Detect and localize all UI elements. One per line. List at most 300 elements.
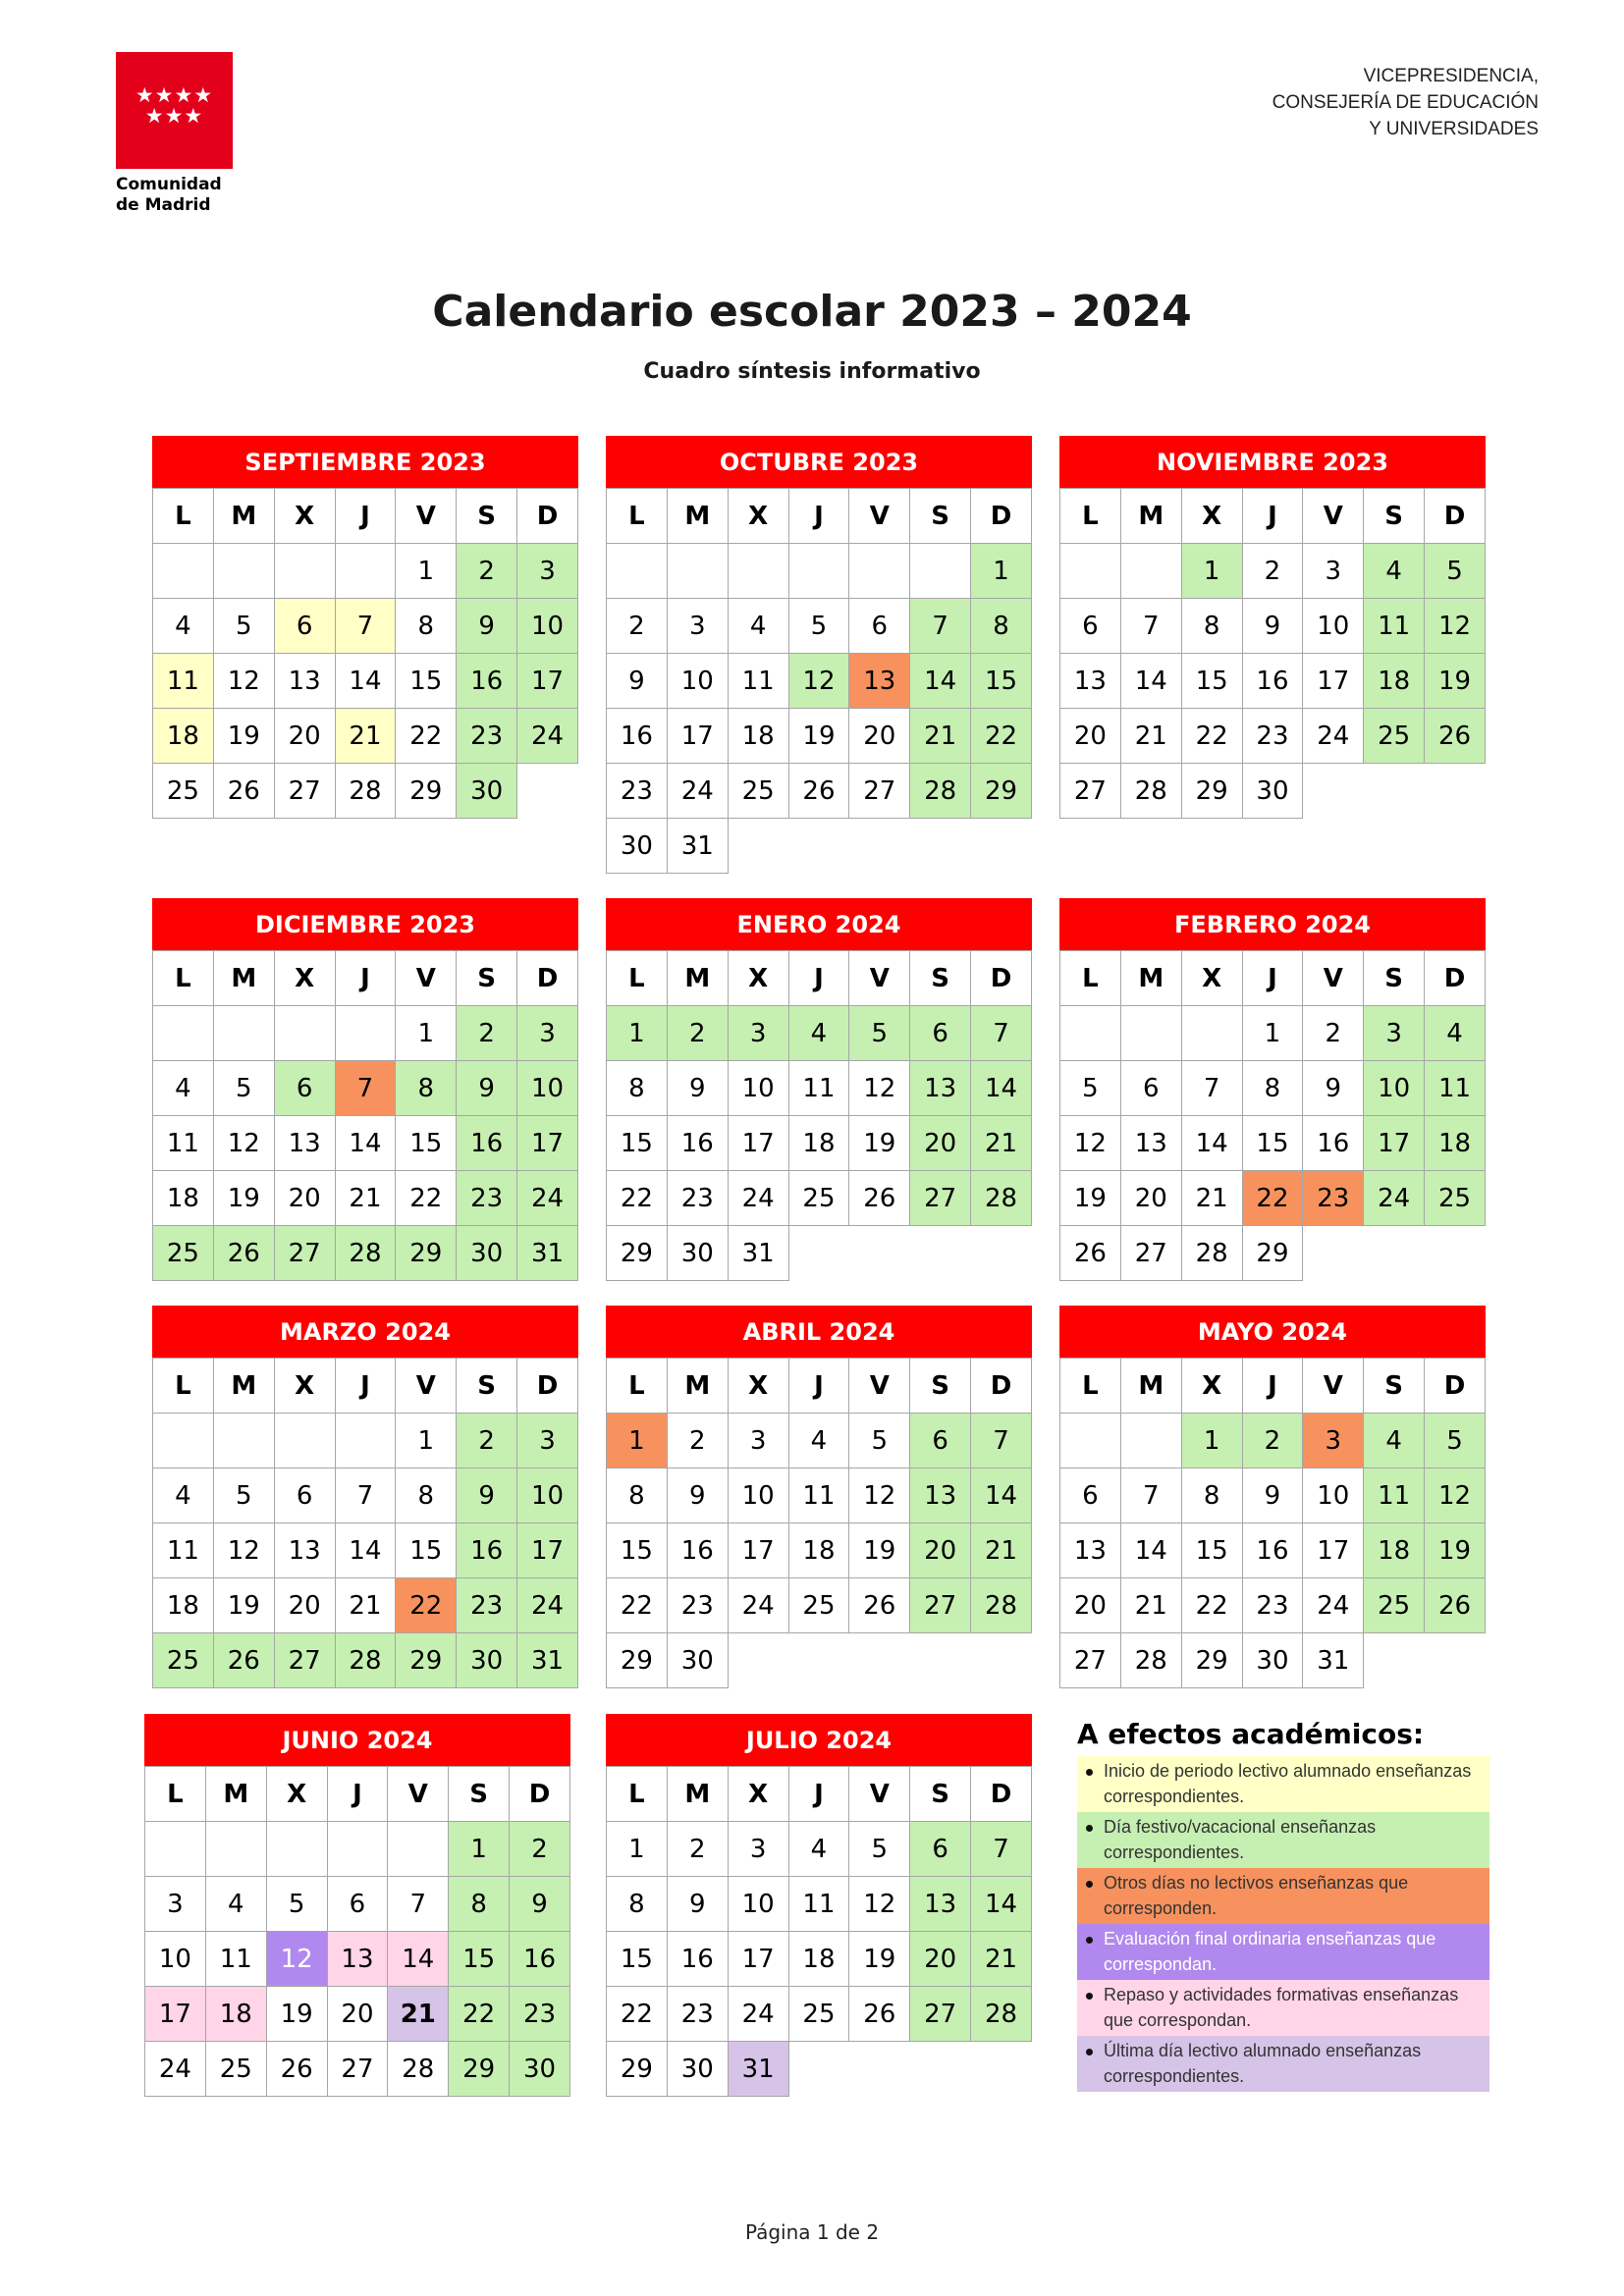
day-cell: 9 [457,1061,517,1116]
week-row [153,1523,578,1578]
week-row [1060,1578,1486,1633]
day-cell: 16 [457,654,517,709]
day-cell: 21 [1181,1171,1242,1226]
day-cell: 12 [1425,1468,1486,1523]
empty-cell [388,1822,449,1877]
day-cell: 11 [728,654,788,709]
empty-cell [274,544,335,599]
day-cell: 28 [1120,1633,1181,1688]
empty-cell [971,1633,1032,1688]
day-cell: 1 [396,544,457,599]
week-row [607,819,1032,874]
day-cell: 3 [1364,1006,1425,1061]
day-cell: 30 [1242,764,1303,819]
day-cell: 21 [335,1171,396,1226]
day-cell: 5 [1060,1061,1121,1116]
weekday-header: X [274,951,335,1006]
day-cell: 2 [1242,544,1303,599]
day-cell: 7 [1120,599,1181,654]
day-cell: 16 [667,1523,728,1578]
day-cell: 21 [971,1116,1032,1171]
empty-cell [205,1822,266,1877]
day-cell: 7 [1181,1061,1242,1116]
day-cell: 9 [457,599,517,654]
weekday-header: X [1181,951,1242,1006]
day-cell: 1 [396,1414,457,1468]
weekday-header: M [667,1359,728,1414]
weekday-header: V [396,1359,457,1414]
weekday-header: J [1242,951,1303,1006]
day-cell: 7 [335,599,396,654]
empty-cell [728,819,788,874]
week-row [607,1171,1032,1226]
week-row [1060,1226,1486,1281]
day-cell: 30 [667,2042,728,2097]
weekday-header: D [1425,1359,1486,1414]
weekday-header: D [971,1767,1032,1822]
weekday-header: L [607,489,668,544]
day-cell: 10 [145,1932,206,1987]
day-cell: 31 [728,2042,788,2097]
day-cell: 26 [213,1633,274,1688]
day-cell: 14 [971,1877,1032,1932]
week-row [1060,599,1486,654]
week-row [607,1116,1032,1171]
month-may-2024 [1059,1306,1486,1688]
week-row [145,1822,570,1877]
day-cell: 26 [213,1226,274,1281]
day-cell: 3 [728,1006,788,1061]
day-cell: 4 [1425,1006,1486,1061]
day-cell: 20 [1060,709,1121,764]
empty-cell [1181,1006,1242,1061]
day-cell: 29 [971,764,1032,819]
day-cell: 26 [1060,1226,1121,1281]
day-cell: 8 [607,1877,668,1932]
day-cell: 1 [607,1006,668,1061]
day-cell: 21 [910,709,971,764]
day-cell: 11 [788,1061,849,1116]
weekday-header: L [153,951,214,1006]
empty-cell [728,1633,788,1688]
day-cell: 30 [457,1633,517,1688]
week-row [607,1061,1032,1116]
week-row [607,1987,1032,2042]
day-cell: 13 [1060,654,1121,709]
day-cell: 22 [1181,709,1242,764]
day-cell: 8 [1181,1468,1242,1523]
day-cell: 12 [849,1061,910,1116]
month-september-2023 [152,436,578,819]
day-cell: 10 [728,1061,788,1116]
week-row [1060,1414,1486,1468]
legend-item-label: Evaluación final ordinaria enseñanzas que correspondan. [1104,1929,1436,1974]
day-cell: 29 [1181,764,1242,819]
day-cell: 25 [728,764,788,819]
day-cell: 12 [266,1932,327,1987]
day-cell: 5 [849,1006,910,1061]
day-cell: 5 [213,599,274,654]
day-cell: 18 [153,709,214,764]
weekday-header: X [1181,489,1242,544]
day-cell: 27 [274,1633,335,1688]
month-june-2024 [144,1714,570,2097]
month-header: ENERO 2024 [606,898,1032,950]
weekday-header: D [971,489,1032,544]
month-header: FEBRERO 2024 [1059,898,1486,950]
day-cell: 6 [910,1414,971,1468]
weekday-header: M [667,951,728,1006]
week-row [1060,654,1486,709]
weekday-header: V [388,1767,449,1822]
day-cell: 21 [1120,709,1181,764]
day-cell: 26 [1425,1578,1486,1633]
day-cell: 15 [1181,1523,1242,1578]
empty-cell [145,1822,206,1877]
day-cell: 28 [335,764,396,819]
day-cell: 9 [1242,599,1303,654]
day-cell: 24 [517,1171,578,1226]
empty-cell [971,819,1032,874]
day-cell: 16 [607,709,668,764]
day-cell: 31 [517,1633,578,1688]
comunidad-madrid-logo [116,52,236,216]
weekday-header: M [667,489,728,544]
day-cell: 23 [457,709,517,764]
day-cell: 8 [971,599,1032,654]
empty-cell [335,544,396,599]
day-cell: 3 [728,1414,788,1468]
weekday-header: L [607,1767,668,1822]
day-cell: 21 [335,1578,396,1633]
day-cell: 2 [457,1414,517,1468]
day-cell: 29 [396,1633,457,1688]
day-cell: 16 [457,1116,517,1171]
day-cell: 17 [517,1116,578,1171]
day-cell: 24 [1364,1171,1425,1226]
weekday-header: L [145,1767,206,1822]
day-cell: 19 [213,709,274,764]
day-cell: 9 [1303,1061,1364,1116]
empty-cell [910,1633,971,1688]
day-cell: 1 [1242,1006,1303,1061]
day-cell: 13 [1120,1116,1181,1171]
day-cell: 22 [971,709,1032,764]
month-april-2024 [606,1306,1032,1688]
month-grid [152,488,578,819]
empty-cell [1060,1006,1121,1061]
empty-cell [971,2042,1032,2097]
day-cell: 23 [457,1171,517,1226]
week-row [607,654,1032,709]
day-cell: 14 [388,1932,449,1987]
day-cell: 27 [1060,1633,1121,1688]
day-cell: 17 [517,654,578,709]
day-cell: 29 [1242,1226,1303,1281]
day-cell: 7 [335,1061,396,1116]
legend-item [1077,1756,1489,1812]
madrid-flag-icon: ★★★★ ★★★ [116,52,233,169]
day-cell: 15 [396,1116,457,1171]
day-cell: 28 [388,2042,449,2097]
empty-cell [849,819,910,874]
week-row [153,1578,578,1633]
day-cell: 17 [728,1523,788,1578]
day-cell: 24 [728,1171,788,1226]
day-cell: 8 [607,1061,668,1116]
weekday-header: M [1120,951,1181,1006]
empty-cell [849,2042,910,2097]
weekday-header: D [510,1767,570,1822]
weekday-header: V [396,951,457,1006]
empty-cell [274,1006,335,1061]
day-cell: 28 [971,1987,1032,2042]
weekday-header: L [1060,951,1121,1006]
day-cell: 4 [788,1822,849,1877]
day-cell: 7 [971,1822,1032,1877]
week-row [153,1116,578,1171]
day-cell: 2 [510,1822,570,1877]
empty-cell [910,544,971,599]
day-cell: 22 [449,1987,510,2042]
day-cell: 30 [1242,1633,1303,1688]
legend-item [1077,1980,1489,2036]
weekday-header: X [274,1359,335,1414]
weekday-header: X [728,951,788,1006]
day-cell: 17 [728,1932,788,1987]
week-row [607,1468,1032,1523]
weekday-header: V [1303,489,1364,544]
day-cell: 21 [971,1523,1032,1578]
weekday-header: V [396,489,457,544]
day-cell: 7 [971,1006,1032,1061]
day-cell: 11 [1425,1061,1486,1116]
day-cell: 7 [388,1877,449,1932]
day-cell: 20 [327,1987,388,2042]
month-december-2023 [152,898,578,1281]
day-cell: 2 [667,1822,728,1877]
day-cell: 4 [788,1414,849,1468]
day-cell: 3 [517,1414,578,1468]
day-cell: 4 [205,1877,266,1932]
day-cell: 24 [517,709,578,764]
weekday-header: M [213,489,274,544]
week-row [607,2042,1032,2097]
empty-cell [788,1226,849,1281]
weekday-header: J [788,489,849,544]
day-cell: 2 [607,599,668,654]
month-header: MAYO 2024 [1059,1306,1486,1358]
day-cell: 16 [667,1116,728,1171]
day-cell: 15 [1242,1116,1303,1171]
empty-cell [517,764,578,819]
weekday-header: V [1303,1359,1364,1414]
legend-item-label: Otros días no lectivos enseñanzas que corresponden. [1104,1873,1409,1918]
day-cell: 20 [910,1116,971,1171]
day-cell: 22 [396,1578,457,1633]
day-cell: 14 [1120,1523,1181,1578]
week-row [1060,1523,1486,1578]
weekday-header: D [517,489,578,544]
month-header: JUNIO 2024 [144,1714,570,1766]
day-cell: 18 [788,1523,849,1578]
day-cell: 9 [510,1877,570,1932]
week-row [1060,1468,1486,1523]
day-cell: 17 [517,1523,578,1578]
empty-cell [1364,764,1425,819]
week-row [153,1061,578,1116]
day-cell: 24 [1303,1578,1364,1633]
day-cell: 13 [910,1877,971,1932]
day-cell: 29 [607,1633,668,1688]
month-november-2023 [1059,436,1486,819]
weekday-header: V [1303,951,1364,1006]
weekday-header: J [788,1359,849,1414]
day-cell: 24 [728,1987,788,2042]
day-cell: 22 [396,1171,457,1226]
logo-org-name: Comunidad de Madrid [116,175,222,215]
weekday-header: M [205,1767,266,1822]
day-cell: 23 [667,1987,728,2042]
day-cell: 19 [1060,1171,1121,1226]
empty-cell [971,1226,1032,1281]
day-cell: 25 [153,1226,214,1281]
week-row [153,599,578,654]
day-cell: 14 [1120,654,1181,709]
day-cell: 29 [396,1226,457,1281]
day-cell: 30 [510,2042,570,2097]
week-row [607,1578,1032,1633]
day-cell: 10 [1364,1061,1425,1116]
day-cell: 27 [327,2042,388,2097]
day-cell: 7 [335,1468,396,1523]
legend-item [1077,1812,1489,1868]
weekday-header: D [1425,489,1486,544]
empty-cell [1425,764,1486,819]
day-cell: 20 [849,709,910,764]
day-cell: 3 [517,1006,578,1061]
day-cell: 10 [1303,599,1364,654]
day-cell: 25 [153,764,214,819]
weekday-header: S [457,951,517,1006]
day-cell: 5 [213,1468,274,1523]
day-cell: 15 [449,1932,510,1987]
day-cell: 8 [396,1061,457,1116]
day-cell: 5 [1425,544,1486,599]
day-cell: 19 [266,1987,327,2042]
weekday-header: S [457,489,517,544]
empty-cell [213,1414,274,1468]
day-cell: 1 [607,1822,668,1877]
day-cell: 25 [1364,709,1425,764]
day-cell: 25 [788,1987,849,2042]
day-cell: 23 [1303,1171,1364,1226]
week-row [1060,544,1486,599]
day-cell: 24 [517,1578,578,1633]
week-row [607,709,1032,764]
day-cell: 13 [274,1523,335,1578]
day-cell: 16 [1303,1116,1364,1171]
day-cell: 30 [667,1633,728,1688]
empty-cell [1120,1414,1181,1468]
day-cell: 26 [849,1987,910,2042]
empty-cell [1303,764,1364,819]
month-grid [152,1358,578,1688]
day-cell: 24 [1303,709,1364,764]
legend-item-label: Inicio de periodo lectivo alumnado enseñanzas correspondientes. [1104,1761,1472,1806]
day-cell: 31 [1303,1633,1364,1688]
day-cell: 22 [607,1578,668,1633]
day-cell: 7 [971,1414,1032,1468]
month-header: SEPTIEMBRE 2023 [152,436,578,488]
day-cell: 12 [1060,1116,1121,1171]
day-cell: 19 [788,709,849,764]
empty-cell [153,544,214,599]
day-cell: 14 [971,1468,1032,1523]
day-cell: 6 [274,1468,335,1523]
day-cell: 12 [849,1877,910,1932]
day-cell: 30 [607,819,668,874]
weekday-header: D [517,1359,578,1414]
legend-title: A efectos académicos: [1077,1718,1425,1750]
day-cell: 10 [517,1468,578,1523]
day-cell: 6 [327,1877,388,1932]
weekday-header: J [335,951,396,1006]
empty-cell [1364,1226,1425,1281]
day-cell: 10 [728,1877,788,1932]
day-cell: 26 [213,764,274,819]
day-cell: 9 [667,1468,728,1523]
day-cell: 10 [517,599,578,654]
month-march-2024 [152,1306,578,1688]
week-row [1060,764,1486,819]
day-cell: 15 [396,1523,457,1578]
day-cell: 29 [607,1226,668,1281]
day-cell: 28 [1181,1226,1242,1281]
month-grid [606,1358,1032,1688]
day-cell: 27 [910,1171,971,1226]
day-cell: 1 [449,1822,510,1877]
day-cell: 25 [788,1171,849,1226]
month-grid [1059,1358,1486,1688]
empty-cell [849,1633,910,1688]
day-cell: 2 [667,1414,728,1468]
weekday-header: L [607,951,668,1006]
day-cell: 13 [274,1116,335,1171]
day-cell: 30 [457,764,517,819]
day-cell: 12 [788,654,849,709]
week-row [153,1633,578,1688]
empty-cell [274,1414,335,1468]
day-cell: 1 [396,1006,457,1061]
week-row [153,1414,578,1468]
empty-cell [1060,1414,1121,1468]
day-cell: 17 [667,709,728,764]
week-row [607,1523,1032,1578]
empty-cell [266,1822,327,1877]
empty-cell [213,544,274,599]
empty-cell [1120,1006,1181,1061]
day-cell: 18 [205,1987,266,2042]
day-cell: 15 [396,654,457,709]
month-february-2024 [1059,898,1486,1281]
day-cell: 4 [1364,544,1425,599]
day-cell: 6 [1120,1061,1181,1116]
empty-cell [910,1226,971,1281]
weekday-header: J [335,1359,396,1414]
week-row [153,709,578,764]
day-cell: 17 [1364,1116,1425,1171]
